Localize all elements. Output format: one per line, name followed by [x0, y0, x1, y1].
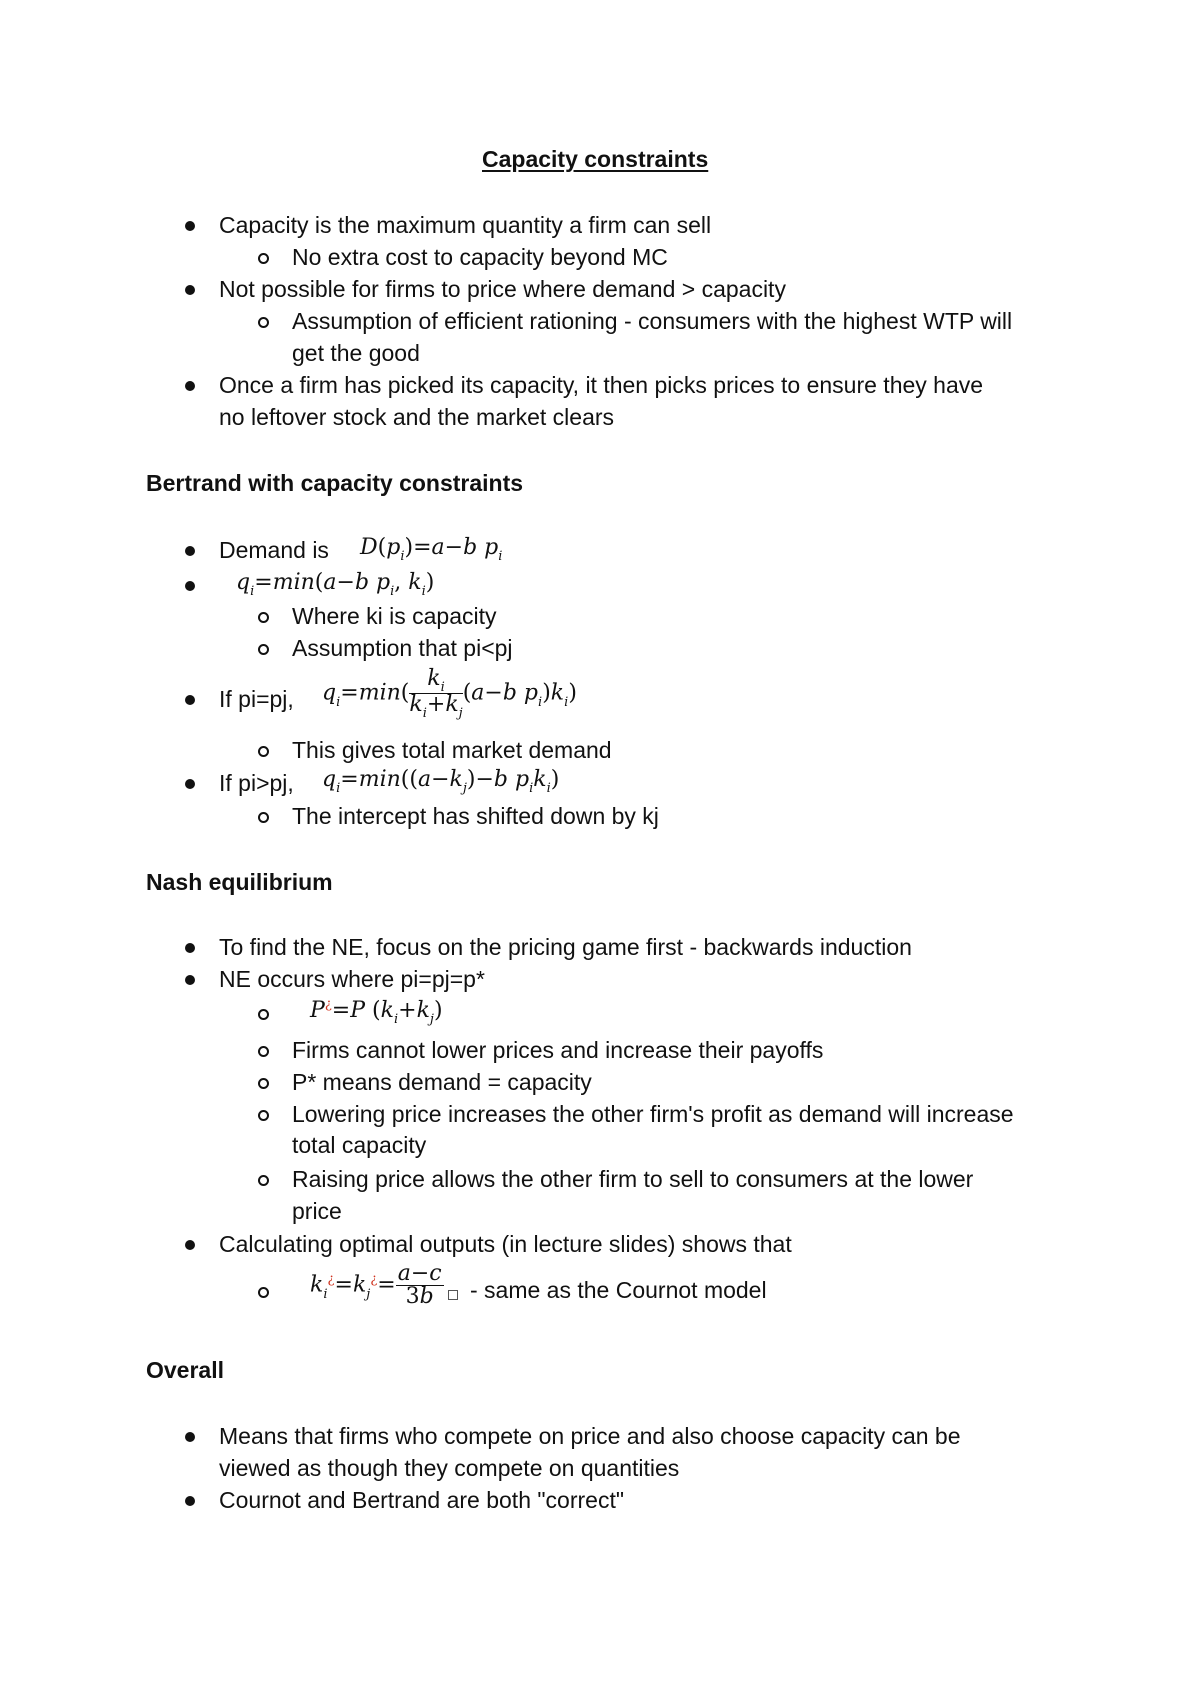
nash-sub-2: Firms cannot lower prices and increase their payoffs: [292, 1037, 824, 1063]
where-ki-capacity: Where ki is capacity: [292, 603, 497, 629]
nash-bullet-3: Calculating optimal outputs (in lecture slides) shows that: [219, 1231, 792, 1257]
intro-sub-1: No extra cost to capacity beyond MC: [292, 244, 668, 270]
intercept-shift: The intercept has shifted down by kj: [292, 803, 659, 829]
sub-bullet: [258, 612, 269, 623]
equal-price-equation: $q_i=\min$( $\frac{k_i}{k_i+k_j}$ (a−b $p_i)k_i$): [322, 666, 577, 721]
demand-label: Demand is: [219, 537, 329, 563]
nash-bullet-2: NE occurs where pi=pj=p*: [219, 966, 485, 992]
bullet: [185, 943, 195, 953]
nash-sub-5-line2: price: [292, 1198, 342, 1224]
intro-bullet-2: Not possible for firms to price where demand > capacity: [219, 276, 786, 302]
sub-bullet: [258, 1078, 269, 1089]
section-heading-nash: Nash equilibrium: [146, 869, 333, 895]
bullet: [185, 975, 195, 985]
bullet: [185, 546, 195, 556]
nash-sub-3: P* means demand = capacity: [292, 1069, 592, 1095]
quantity-equation: $q_i=\min(a-b$ $p_i$, $k_i$): [236, 570, 435, 599]
bullet: [185, 581, 195, 591]
overall-bullet-2: Cournot and Bertrand are both "correct": [219, 1487, 624, 1513]
sub-bullet: [258, 644, 269, 655]
overall-bullet-1-line2: viewed as though they compete on quantities: [219, 1455, 680, 1481]
nash-bullet-1: To find the NE, focus on the pricing game first - backwards induction: [219, 934, 912, 960]
intro-bullet-1: Capacity is the maximum quantity a firm can sell: [219, 212, 712, 238]
bullet: [185, 221, 195, 231]
sub-bullet: [258, 1110, 269, 1121]
cournot-note: - same as the Cournot model: [470, 1277, 767, 1303]
bullet: [185, 381, 195, 391]
sub-bullet: [258, 1009, 269, 1020]
bullet: [185, 695, 195, 705]
section-heading-bertrand: Bertrand with capacity constraints: [146, 470, 524, 496]
if-equal-label: If pi=pj,: [219, 686, 294, 712]
sub-bullet: [258, 746, 269, 757]
equilibrium-price-equation: P¿=P $(k_i+k_j)$: [310, 997, 443, 1027]
sub-bullet: [258, 317, 269, 328]
bullet: [185, 1432, 195, 1442]
total-market-demand: This gives total market demand: [292, 737, 612, 763]
bullet: [185, 285, 195, 295]
intro-bullet-3-line2: no leftover stock and the market clears: [219, 404, 615, 430]
sub-bullet: [258, 1046, 269, 1057]
sub-bullet: [258, 812, 269, 823]
sub-bullet: [258, 253, 269, 264]
optimal-capacity-equation: $k_i^¿=k_j^¿=$ $\frac{a-c}{3b}$: [310, 1263, 458, 1308]
greater-price-equation: $q_i=\min((a-k_j)-b$ $p_ik_i$): [322, 767, 560, 796]
bullet: [185, 779, 195, 789]
intro-sub-2-line1: Assumption of efficient rationing - consumers with the highest WTP will: [292, 308, 1013, 334]
overall-bullet-1-line1: Means that firms who compete on price and also choose capacity can be: [219, 1423, 961, 1449]
sub-bullet: [258, 1287, 269, 1298]
if-greater-label: If pi>pj,: [219, 770, 294, 796]
intro-sub-2-line2: get the good: [292, 340, 420, 366]
bullet: [185, 1496, 195, 1506]
nash-sub-5-line1: Raising price allows the other firm to sell to consumers at the lower: [292, 1166, 974, 1192]
page-title: Capacity constraints: [482, 146, 709, 172]
nash-sub-4-line2: total capacity: [292, 1132, 427, 1158]
section-heading-overall: Overall: [146, 1357, 224, 1383]
nash-sub-4-line1: Lowering price increases the other firm's profit as demand will increase: [292, 1101, 1014, 1127]
bullet: [185, 1240, 195, 1250]
demand-equation: $D(p_i)=a-b$ $p_i$: [360, 535, 503, 564]
assumption-pi-pj: Assumption that pi<pj: [292, 635, 513, 661]
intro-bullet-3-line1: Once a firm has picked its capacity, it then picks prices to ensure they have: [219, 372, 984, 398]
sub-bullet: [258, 1175, 269, 1186]
